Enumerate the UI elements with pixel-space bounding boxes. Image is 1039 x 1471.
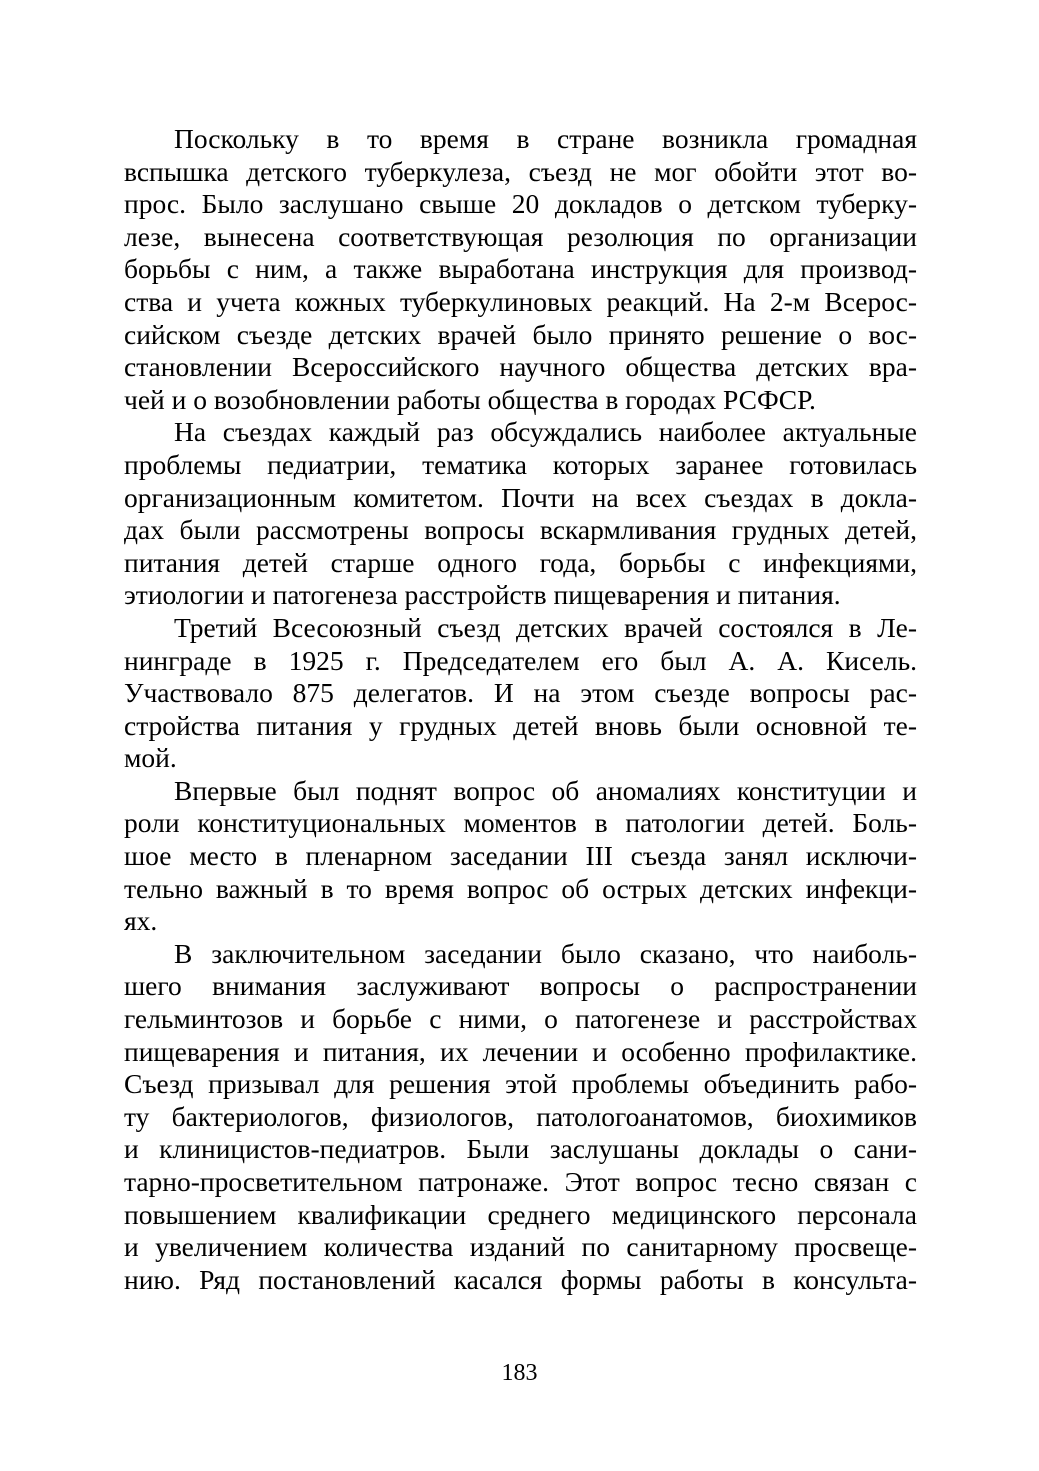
text-line: На съездах каждый раз обсуждались наиболее актуальные: [174, 416, 917, 448]
text-line: пищеварения и питания, их лечении и особенно профилактике.: [124, 1035, 917, 1067]
text-line: сийском съезде детских врачей было принято решение о вос-: [124, 318, 917, 350]
text-line: Поскольку в то время в стране возникла громадная: [174, 123, 917, 154]
text-line: и клиницистов-педиатров. Были заслушаны доклады о сани-: [124, 1133, 917, 1165]
text-line: Съезд призывал для решения этой проблемы объединить рабо-: [124, 1068, 917, 1100]
body-text: [124, 123, 917, 1296]
text-line: и увеличением количества изданий по санитарному просвеще-: [124, 1231, 917, 1263]
text-line: ства и учета кожных туберкулиновых реакций. На 2-м Всерос-: [124, 285, 917, 317]
text-line: нинграде в 1925 г. Председателем его был А. А. Кисель.: [124, 644, 917, 676]
text-line: вспышка детского туберкулеза, съезд не мог обойти этот во-: [124, 155, 917, 187]
paragraph: [124, 775, 917, 938]
text-line: тарно-просветительном патронаже. Этот вопрос тесно связан с: [124, 1166, 917, 1197]
text-line: шего внимания заслуживают вопросы о распространении: [124, 970, 917, 1002]
text-line: Участвовало 875 делегатов. И на этом съезде вопросы рас-: [124, 677, 917, 709]
paragraph: [124, 938, 917, 1297]
text-line: становлении Всероссийского научного общества детских вра-: [124, 351, 917, 383]
text-line: Третий Всесоюзный съезд детских врачей состоялся в Ле-: [174, 611, 917, 643]
text-line: Впервые был поднят вопрос об аномалиях конституции и: [174, 774, 917, 806]
paragraph: [124, 416, 917, 612]
paragraph: [124, 612, 917, 775]
text-line: роли конституциональных моментов в патологии детей. Боль-: [124, 807, 917, 839]
text-line: шое место в пленарном заседании III съезда занял исключи-: [124, 840, 917, 872]
page-number: 183: [501, 1360, 538, 1386]
text-line: повышением квалификации среднего медицинского персонала: [124, 1198, 917, 1230]
text-line: нию. Ряд постановлений касался формы работы в консульта-: [124, 1263, 917, 1295]
text-line: дах были рассмотрены вопросы вскармливания грудных детей,: [124, 514, 917, 546]
text-line: В заключительном заседании было сказано, что наиболь-: [174, 937, 917, 969]
text-line: стройства питания у грудных детей вновь были основной те-: [124, 709, 917, 741]
text-line: тельно важный в то время вопрос об острых детских инфекци-: [124, 872, 917, 904]
text-line: организационным комитетом. Почти на всех съездах в докла-: [124, 481, 917, 513]
text-line: питания детей старше одного года, борьбы с инфекциями,: [124, 546, 917, 578]
text-line: ях.: [124, 905, 158, 937]
text-line: прос. Было заслушано свыше 20 докладов о детском туберку-: [124, 188, 917, 220]
text-line: мой.: [124, 742, 177, 774]
text-line: лезе, вынесена соответствующая резолюция по организации: [124, 220, 917, 252]
text-line: этиологии и патогенеза расстройств пищеварения и питания.: [124, 579, 841, 611]
text-line: чей и о возобновлении работы общества в городах РСФСР.: [124, 383, 816, 415]
text-line: ту бактериологов, физиологов, патологоанатомов, биохимиков: [124, 1100, 917, 1132]
text-line: гельминтозов и борьбе с ними, о патогенезе и расстройствах: [124, 1003, 917, 1035]
text-line: борьбы с ним, а также выработана инструкция для производ-: [124, 253, 917, 285]
text-line: проблемы педиатрии, тематика которых заранее готовилась: [124, 448, 917, 480]
paragraph: [124, 123, 917, 416]
